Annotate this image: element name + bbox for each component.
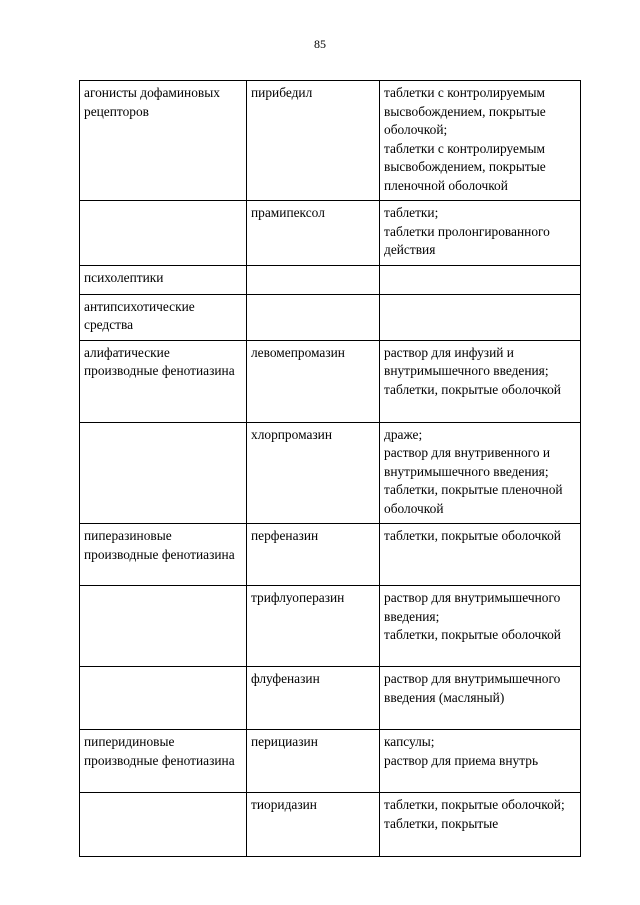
- page-number: 85: [314, 37, 326, 51]
- form-cell: раствор для внутримышечного введения; таблетки, покрытые оболочкой: [380, 586, 581, 667]
- group-cell: пиперазиновые производные фенотиазина: [80, 524, 247, 586]
- group-cell: [80, 201, 247, 266]
- group-cell: антипсихотические средства: [80, 294, 247, 340]
- form-cell: [380, 265, 581, 294]
- drug-cell: тиоридазин: [247, 793, 380, 857]
- drug-cell: [247, 294, 380, 340]
- form-cell: капсулы; раствор для приема внутрь: [380, 730, 581, 793]
- drug-cell: перфеназин: [247, 524, 380, 586]
- form-cell: таблетки, покрытые оболочкой: [380, 524, 581, 586]
- table-row: [80, 524, 581, 586]
- table-row: [80, 265, 581, 294]
- drug-cell: перициазин: [247, 730, 380, 793]
- table-row: [80, 81, 581, 201]
- drug-cell: трифлуоперазин: [247, 586, 380, 667]
- form-cell: раствор для внутримышечного введения (масляный): [380, 667, 581, 730]
- drug-cell: [247, 265, 380, 294]
- table-row: [80, 586, 581, 667]
- group-cell: пиперидиновые производные фенотиазина: [80, 730, 247, 793]
- group-cell: [80, 586, 247, 667]
- drug-cell: хлорпромазин: [247, 422, 380, 524]
- group-cell: психолептики: [80, 265, 247, 294]
- table-row: [80, 201, 581, 266]
- group-cell: агонисты дофаминовых рецепторов: [80, 81, 247, 201]
- group-cell: алифатические производные фенотиазина: [80, 340, 247, 422]
- drug-cell: пирибедил: [247, 81, 380, 201]
- table-row: [80, 667, 581, 730]
- form-cell: раствор для инфузий и внутримышечного введения; таблетки, покрытые оболочкой: [380, 340, 581, 422]
- drug-cell: левомепромазин: [247, 340, 380, 422]
- group-cell: [80, 793, 247, 857]
- form-cell: таблетки, покрытые оболочкой; таблетки, покрытые: [380, 793, 581, 857]
- drug-table: [79, 80, 581, 857]
- form-cell: [380, 294, 581, 340]
- group-cell: [80, 422, 247, 524]
- table-row: [80, 422, 581, 524]
- drug-cell: прамипексол: [247, 201, 380, 266]
- table-row: [80, 730, 581, 793]
- table-row: [80, 294, 581, 340]
- table-row: [80, 340, 581, 422]
- drug-cell: флуфеназин: [247, 667, 380, 730]
- group-cell: [80, 667, 247, 730]
- form-cell: драже; раствор для внутривенного и внутримышечного введения; таблетки, покрытые пленочной оболочкой: [380, 422, 581, 524]
- form-cell: таблетки; таблетки пролонгированного действия: [380, 201, 581, 266]
- table-row: [80, 793, 581, 857]
- form-cell: таблетки с контролируемым высвобождением, покрытые оболочкой; таблетки с контролируемым высвобождением, покрытые пленочной оболочкой: [380, 81, 581, 201]
